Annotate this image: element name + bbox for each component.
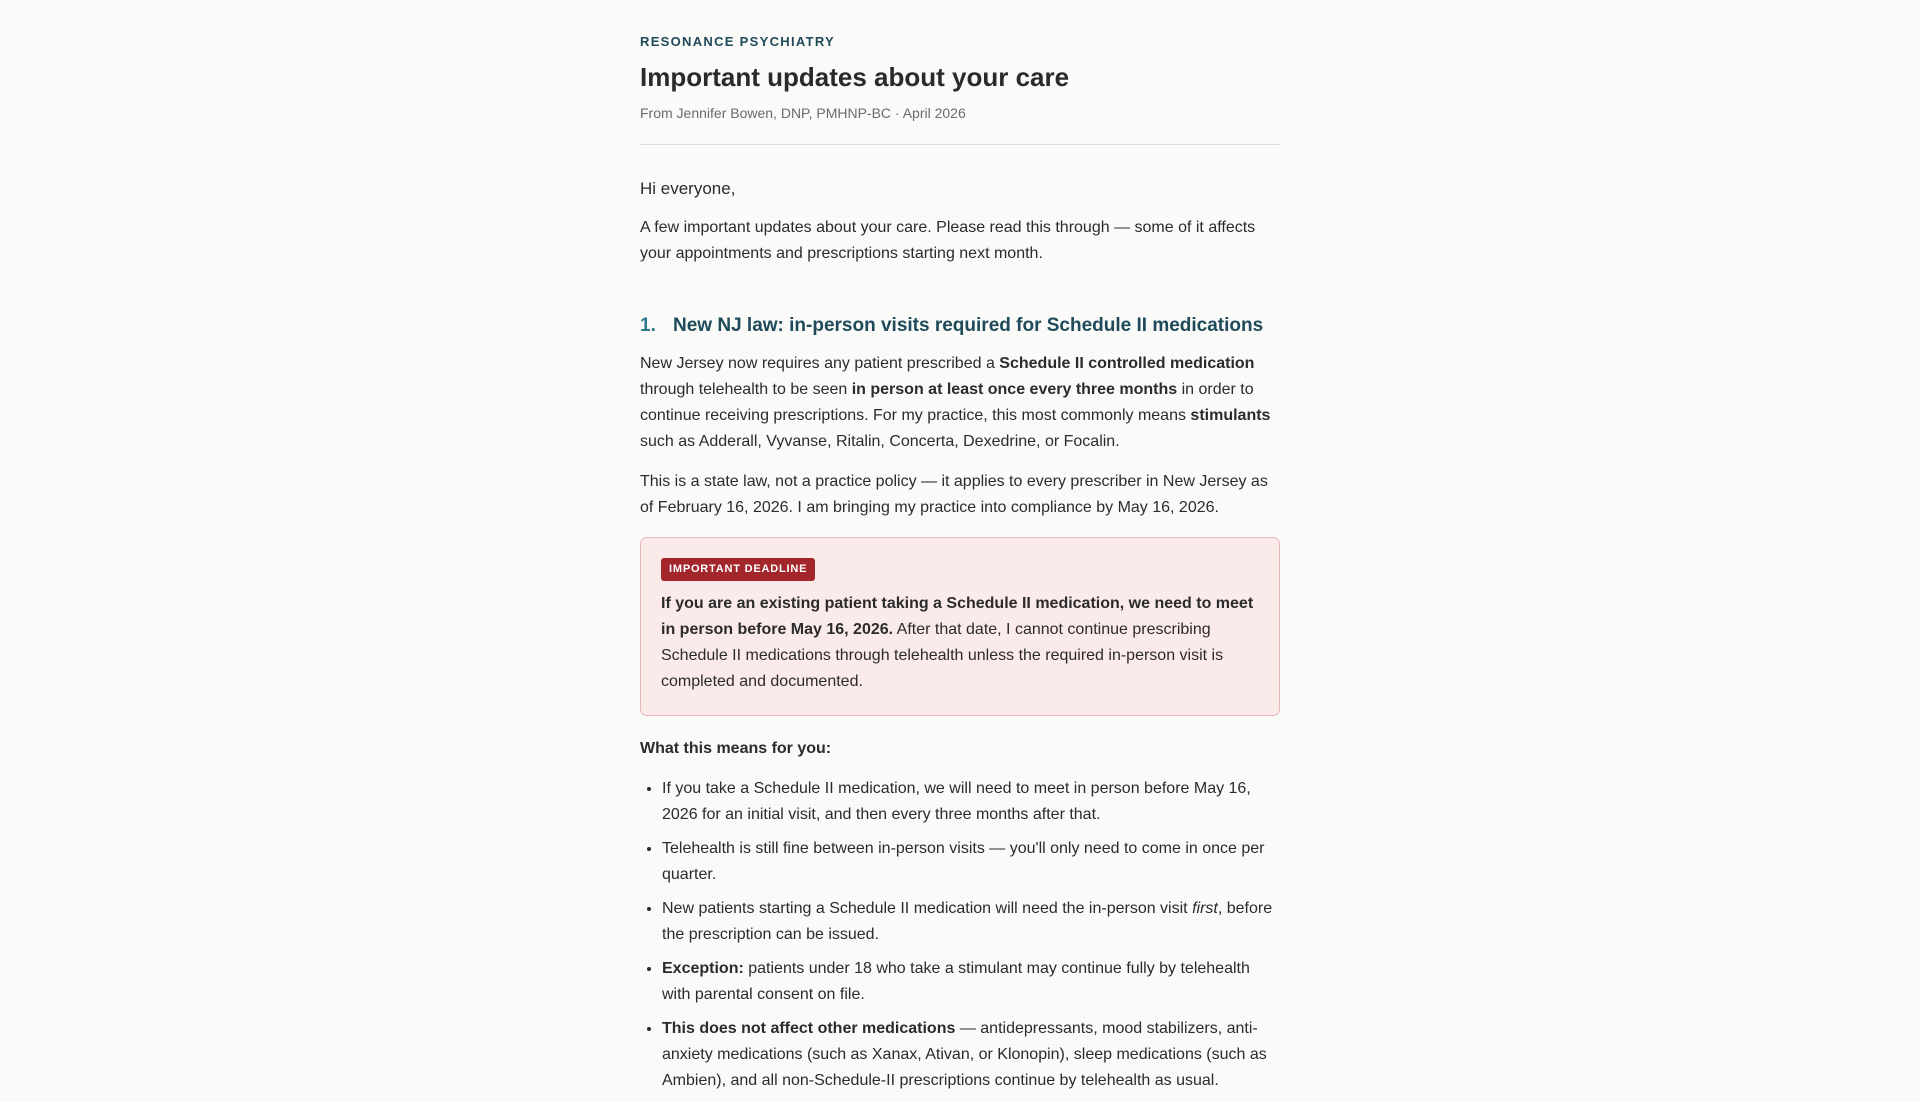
- header-divider: [640, 144, 1280, 145]
- deadline-badge: IMPORTANT DEADLINE: [661, 558, 815, 581]
- state-law-paragraph: This is a state law, not a practice policy — it applies to every prescriber in New Jersey as of February 16, 2026. I am bringing my practice into compliance by May 16, 2026.: [640, 473, 1268, 516]
- list-item-bold: Exception:: [662, 960, 744, 977]
- section-1: [640, 313, 1280, 1094]
- list-item-emphasis: first: [1192, 900, 1218, 917]
- deadline-alert: [640, 537, 1280, 716]
- list-item: [662, 896, 1280, 948]
- law-bold-2: in person at least once every three months: [851, 381, 1178, 398]
- list-item-text: patients under 18 who take a stimulant may continue fully by telehealth with parental consent on file.: [662, 960, 1250, 1003]
- list-item: [662, 956, 1280, 1008]
- law-paragraph: [640, 351, 1280, 455]
- list-item-text: , before the prescription can be issued.: [662, 900, 1273, 943]
- law-text-1: New Jersey now requires any patient prescribed a: [640, 355, 1000, 372]
- law-text-2: through telehealth to be seen: [640, 381, 852, 398]
- means-heading: What this means for you:: [640, 740, 832, 757]
- section-number: 1.: [640, 315, 656, 336]
- section-title: New NJ law: in-person visits required for Schedule II medications: [673, 315, 1264, 336]
- letter: [640, 0, 1280, 1102]
- list-item-text: — antidepressants, mood stabilizers, anti-anxiety medications (such as Xanax, Ativan, or Klonopin), sleep medications (such as Ambien), and all non-Schedule-II prescriptions continue by telehealth as usual.: [662, 1020, 1267, 1089]
- alert-text: [661, 591, 1259, 695]
- alert-body: After that date, I cannot continue prescribing Schedule II medications through telehealth unless the required in-person visit is completed and documented.: [661, 621, 1224, 690]
- means-list: [640, 776, 1280, 1094]
- law-bold-1: Schedule II controlled medication: [999, 355, 1255, 372]
- alert-bold: If you are an existing patient taking a Schedule II medication, we need to meet in person before May 16, 2026.: [661, 595, 1254, 638]
- practice-name: RESONANCE PSYCHIATRY: [640, 34, 836, 49]
- byline: From Jennifer Bowen, DNP, PMHNP-BC · April 2026: [640, 105, 966, 121]
- law-bold-3: stimulants: [1190, 407, 1271, 424]
- list-item-bold: This does not affect other medications: [662, 1020, 956, 1037]
- law-text-3: in order to continue receiving prescriptions. For my practice, this most commonly means: [640, 381, 1254, 424]
- law-text-4: such as Adderall, Vyvanse, Ritalin, Concerta, Dexedrine, or Focalin.: [640, 433, 1120, 450]
- page-title: Important updates about your care: [640, 62, 1070, 92]
- list-item: [662, 1016, 1280, 1094]
- greeting: Hi everyone,: [640, 179, 736, 198]
- list-item: • Telehealth is still fine between in-person visits — you'll only need to come in once per quarter.: [662, 836, 1280, 888]
- intro-paragraph: A few important updates about your care. Please read this through — some of it affects your appointments and prescriptions starting next month.: [640, 219, 1256, 262]
- list-item: • If you take a Schedule II medication, we will need to meet in person before May 16, 2026 for an initial visit, and then every three months after that.: [662, 776, 1280, 828]
- list-item-text: New patients starting a Schedule II medication will need the in-person visit: [662, 900, 1193, 917]
- section-heading: [640, 313, 1280, 339]
